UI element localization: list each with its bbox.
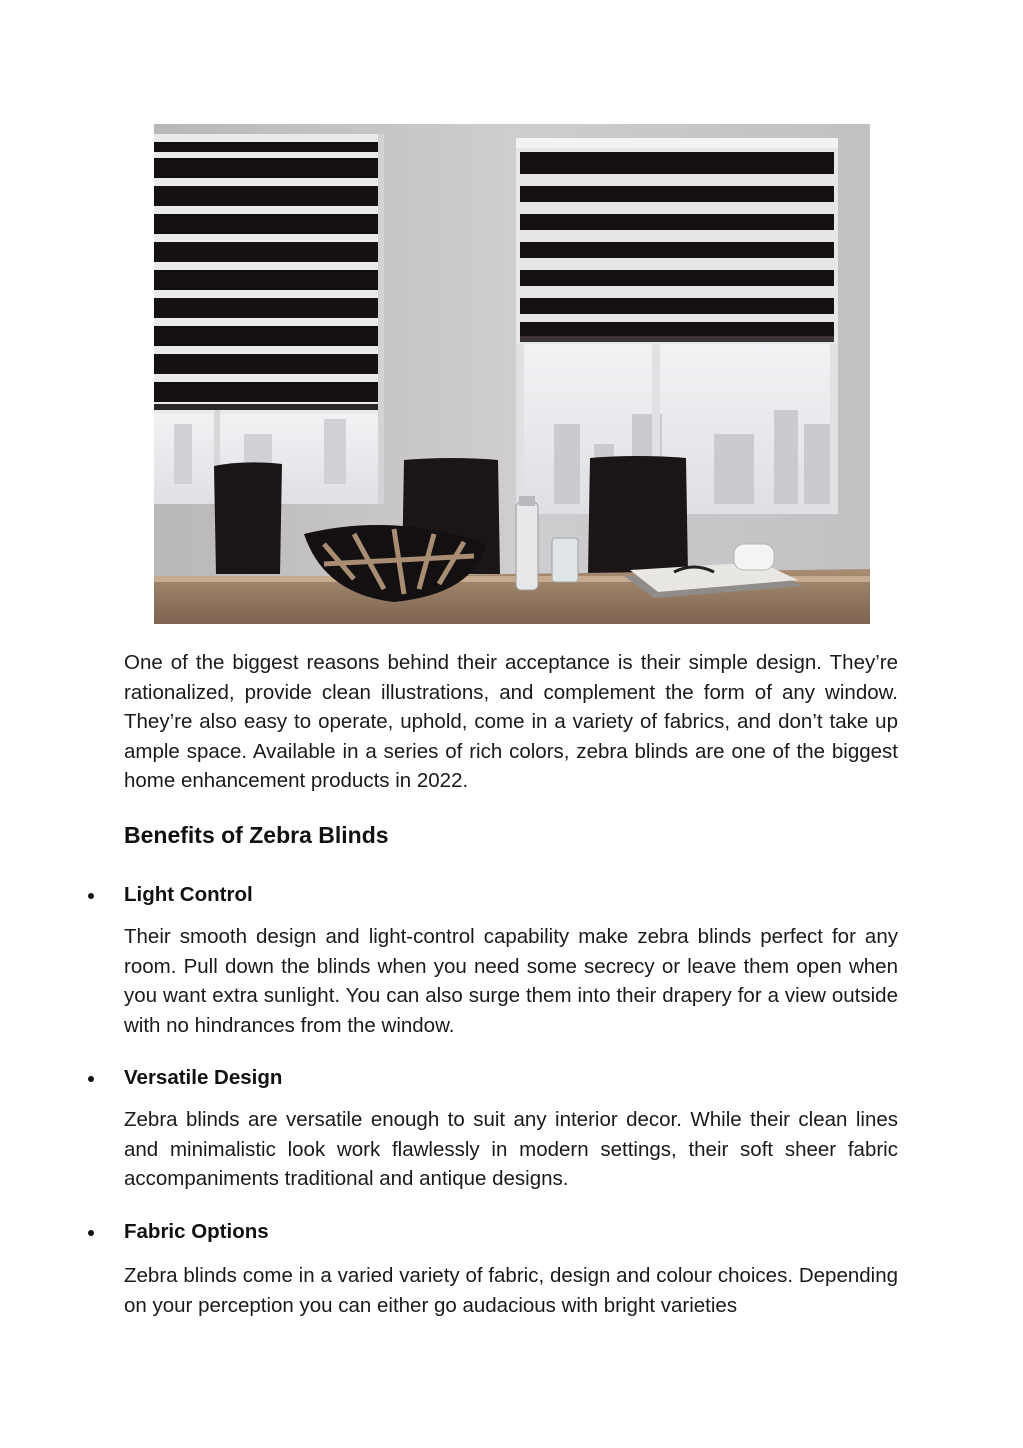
zebra-blinds-photo [154, 124, 870, 624]
benefit-text: Their smooth design and light-control capability make zebra blinds perfect for any room. Pull down the blinds when you need some secrecy or leave them open when you want extra sunlight. You can also surge them into their drapery for a view outside with no hindrances from the window. [124, 925, 898, 1037]
bullet-icon [88, 1076, 94, 1082]
benefit-text: Zebra blinds are versatile enough to suit any interior decor. While their clean lines and minimalistic look work flawlessly in modern settings, their soft sheer fabric accompaniments traditional and antique designs. [124, 1108, 898, 1190]
benefit-item [88, 1217, 898, 1247]
benefit-title: Light Control [124, 883, 253, 906]
section-heading: Benefits of Zebra Blinds [124, 822, 389, 848]
benefit-item [88, 1063, 898, 1093]
bullet-icon [88, 1230, 94, 1236]
benefit-text: Zebra blinds come in a varied variety of fabric, design and colour choices. Depending on your perception you can either go audacious with bright varieties [124, 1264, 898, 1317]
bullet-icon [88, 893, 94, 899]
benefit-title: Fabric Options [124, 1220, 269, 1243]
benefit-title: Versatile Design [124, 1066, 283, 1089]
intro-paragraph: One of the biggest reasons behind their acceptance is their simple design. They’re rationalized, provide clean illustrations, and complement the form of any window. They’re also easy to operate, uphold, come in a variety of fabrics, and don’t take up ample space. Available in a series of rich colors, zebra blinds are one of the biggest home enhancement products in 2022. [124, 651, 898, 792]
benefit-item [88, 880, 898, 910]
